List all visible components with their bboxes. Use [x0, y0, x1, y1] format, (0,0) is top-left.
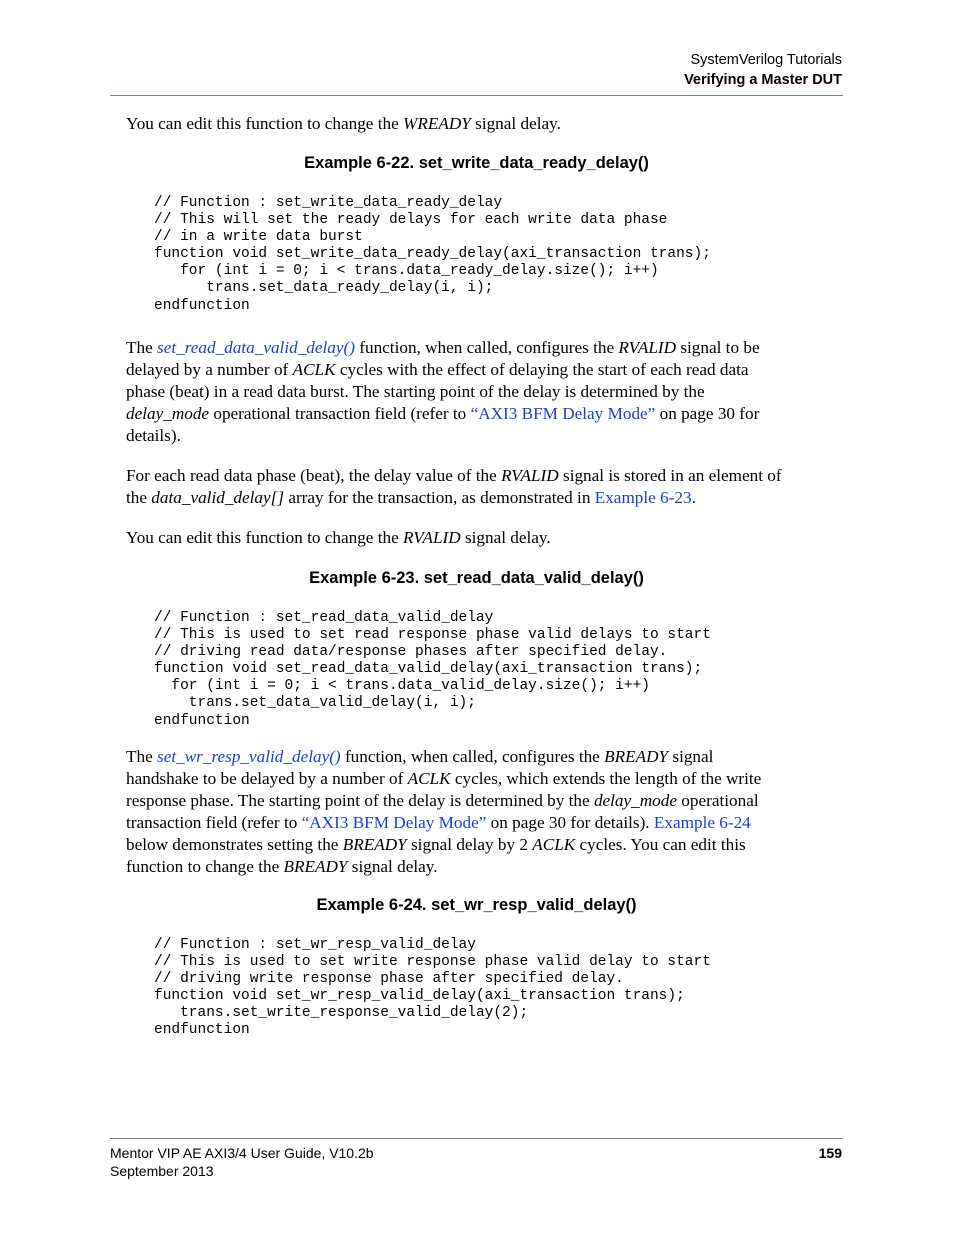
code-line: // This is used to set read response phase valid delays to start: [154, 627, 711, 644]
field-name: delay_mode: [126, 404, 210, 423]
code-line: // Function : set_wr_resp_valid_delay: [154, 937, 476, 953]
code-line: for (int i = 0; i < trans.data_valid_delay.size(); i++): [154, 678, 650, 695]
link-set-read-data-valid-delay[interactable]: set_read_data_valid_delay(): [157, 338, 355, 357]
signal-name: WREADY: [403, 114, 471, 133]
example-6-22-code: [154, 195, 711, 315]
code-line: endfunction: [154, 712, 250, 729]
code-line: endfunction: [154, 297, 250, 314]
code-line: // driving read data/response phases after specified delay.: [154, 644, 668, 661]
signal-name: BREADY: [283, 857, 348, 876]
code-line: function void set_read_data_valid_delay(axi_transaction trans);: [154, 661, 703, 678]
signal-name: RVALID: [501, 466, 559, 485]
paragraph-read-data-valid: The set_read_data_valid_delay() function, when called, configures the RVALID signal to be delayed by a number of ACLK cycles with the effect of delaying the start of each read data phase (beat) in a read data burst. The starting point of the delay is determined by the delay_mode operational transaction field (refer to “AXI3 BFM Delay Mode” on page 30 for details).: [126, 338, 760, 445]
footer-guide-title: Mentor VIP AE AXI3/4 User Guide, V10.2b: [110, 1145, 374, 1161]
example-6-23-title: Example 6-23. set_read_data_valid_delay(): [309, 569, 644, 587]
code-line: // Function : set_write_data_ready_delay: [154, 195, 503, 211]
footer-info: [110, 1144, 374, 1180]
code-line: trans.set_data_ready_delay(i, i);: [154, 280, 494, 297]
code-line: endfunction: [154, 1022, 250, 1039]
signal-name: ACLK: [407, 769, 451, 788]
paragraph-wready: You can edit this function to change the WREADY signal delay.: [126, 114, 561, 133]
link-example-6-23[interactable]: Example 6-23: [594, 488, 692, 507]
footer-divider: [110, 1138, 843, 1139]
paragraph-wr-resp-valid: The set_wr_resp_valid_delay() function, when called, configures the BREADY signal handshake to be delayed by a number of ACLK cycles, which extends the length of the write response phase. The starting point of the delay is determined by the delay_mode operational transaction field (refer to “AXI3 BFM Delay Mode” on page 30 for details). Example 6-24 below demonstrates setting the BREADY signal delay by 2 ACLK cycles. You can edit this function to change the BREADY signal delay.: [126, 747, 762, 876]
page-number: 159: [818, 1145, 842, 1161]
paragraph-read-data-phase: For each read data phase (beat), the delay value of the RVALID signal is stored in an element of the data_valid_delay[] array for the transaction, as demonstrated in Example 6-23.: [126, 466, 782, 507]
header-divider: [110, 95, 843, 96]
link-axi3-bfm-delay-mode[interactable]: “AXI3 BFM Delay Mode”: [301, 813, 487, 832]
running-header-chapter: SystemVerilog Tutorials: [690, 52, 842, 68]
footer-date: September 2013: [110, 1163, 214, 1179]
signal-name: BREADY: [342, 835, 407, 854]
example-6-24-title: Example 6-24. set_wr_resp_valid_delay(): [316, 896, 637, 914]
link-axi3-bfm-delay-mode[interactable]: “AXI3 BFM Delay Mode”: [470, 404, 656, 423]
array-name: data_valid_delay[]: [151, 488, 285, 507]
code-line: function void set_write_data_ready_delay(axi_transaction trans);: [154, 246, 711, 263]
link-example-6-24[interactable]: Example 6-24: [653, 813, 751, 832]
paragraph-rvalid: You can edit this function to change the RVALID signal delay.: [126, 528, 551, 547]
field-name: delay_mode: [593, 791, 677, 810]
example-6-22-title: Example 6-22. set_write_data_ready_delay(): [304, 154, 649, 172]
example-6-24-code: [154, 937, 711, 1040]
signal-name: ACLK: [532, 835, 576, 854]
code-line: for (int i = 0; i < trans.data_ready_delay.size(); i++): [154, 263, 659, 280]
code-line: // in a write data burst: [154, 229, 363, 246]
signal-name: RVALID: [403, 528, 461, 547]
signal-name: ACLK: [292, 360, 336, 379]
running-header-section: Verifying a Master DUT: [684, 72, 842, 88]
code-line: // This will set the ready delays for each write data phase: [154, 212, 668, 229]
code-line: // driving write response phase after specified delay.: [154, 971, 624, 988]
signal-name: RVALID: [618, 338, 677, 357]
code-line: trans.set_write_response_valid_delay(2);: [154, 1005, 529, 1022]
code-line: trans.set_data_valid_delay(i, i);: [154, 695, 476, 712]
code-line: // Function : set_read_data_valid_delay: [154, 610, 494, 626]
link-set-wr-resp-valid-delay[interactable]: set_wr_resp_valid_delay(): [157, 747, 341, 766]
example-6-23-code: [154, 610, 711, 730]
code-line: // This is used to set write response phase valid delay to start: [154, 954, 711, 971]
signal-name: BREADY: [604, 747, 669, 766]
code-line: function void set_wr_resp_valid_delay(axi_transaction trans);: [154, 988, 685, 1005]
